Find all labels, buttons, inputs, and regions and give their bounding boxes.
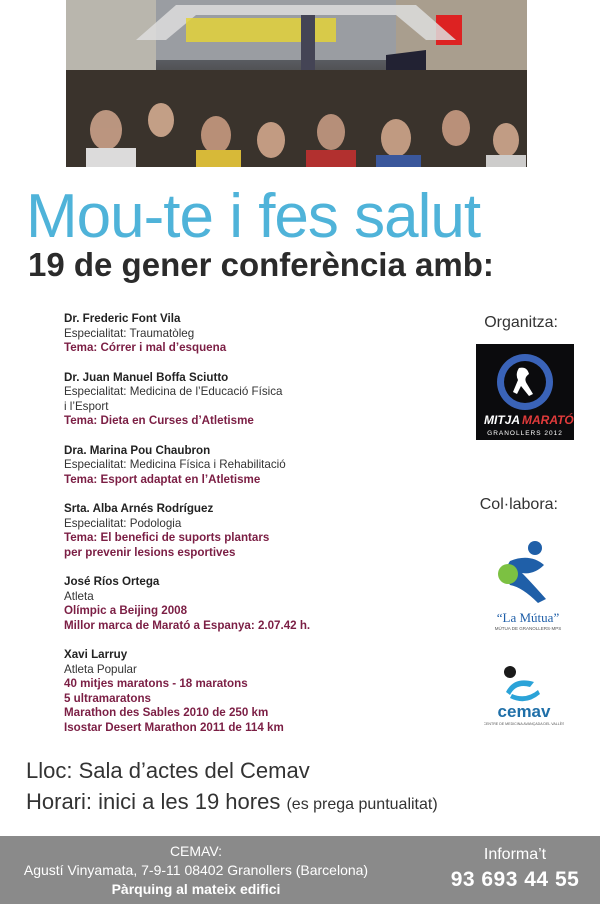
- cemav-tagline: CENTRE DE MEDICINA AVANÇADA DEL VALLÈS: [484, 722, 564, 726]
- collabora-label: Col·labora:: [479, 496, 558, 513]
- speaker-role: Especialitat: Medicina de l’Educació Física: [64, 385, 283, 398]
- la-mutua-emblem: [480, 536, 576, 632]
- speaker-topic: Olímpic a Beijing 2008: [64, 604, 188, 617]
- footer-contact: [0, 842, 392, 899]
- info-phone: 93 693 44 55: [450, 868, 580, 891]
- speaker-name: Srta. Alba Arnés Rodríguez: [64, 502, 214, 515]
- poster-subtitle: 19 de gener conferència amb:: [28, 246, 494, 283]
- mitja-city: GRANOLLERS 2012: [487, 430, 563, 437]
- cemav-logo: [484, 662, 564, 728]
- speaker-role: Atleta: [64, 589, 94, 603]
- marato-word: MARATÓ: [522, 413, 574, 427]
- speaker-topic: 40 mitjes maratons - 18 maratons: [64, 677, 248, 690]
- mutua-name: “La Mútua”: [496, 610, 560, 625]
- footer-info: [430, 846, 600, 892]
- speaker-topic: 5 ultramaratons: [64, 691, 151, 705]
- speaker-item: [64, 502, 464, 560]
- poster-title: Mou-te i fes salut: [26, 182, 481, 251]
- info-label: Informa’t: [483, 846, 547, 863]
- speaker-role: Especialitat: Traumatòleg: [64, 326, 195, 340]
- speaker-role: i l’Esport: [64, 399, 109, 413]
- footer-bar: [0, 836, 600, 904]
- speaker-topic: Tema: Córrer i mal d’esquena: [64, 341, 227, 354]
- speaker-name: José Ríos Ortega: [64, 575, 160, 588]
- speaker-item: [64, 312, 464, 356]
- speaker-name: Xavi Larruy: [64, 648, 128, 661]
- speaker-topic: Tema: Dieta en Curses d’Atletisme: [64, 414, 254, 427]
- venue-location: Lloc: Sala d’actes del Cemav: [26, 758, 310, 783]
- runners-illustration: [66, 0, 527, 167]
- schedule-note: (es prega puntualitat): [286, 796, 438, 813]
- mitja-marato-logo: [476, 344, 574, 440]
- la-mutua-logo: [480, 536, 576, 632]
- speaker-topic: Marathon des Sables 2010 de 250 km: [64, 706, 269, 719]
- header-photo-marathon-runners: [66, 0, 527, 167]
- mitja-word: MITJA: [484, 413, 520, 427]
- speaker-topic: Tema: Esport adaptat en l’Atletisme: [64, 472, 261, 486]
- cemav-emblem: [484, 662, 564, 728]
- speaker-item: [64, 371, 464, 429]
- mutua-tagline: MÚTUA DE GRANOLLERS·MPS: [494, 626, 562, 631]
- speaker-name: Dr. Frederic Font Vila: [64, 312, 181, 325]
- speaker-role: Especialitat: Medicina Física i Rehabilitació: [64, 458, 286, 471]
- organiza-label: Organitza:: [484, 314, 558, 331]
- speaker-topic: Isostar Desert Marathon 2011 de 114 km: [64, 720, 284, 734]
- speaker-list: [64, 312, 464, 750]
- footer-address: Agustí Vinyamata, 7-9-11 08402 Granollers (Barcelona): [23, 862, 369, 878]
- speaker-item: [64, 444, 464, 488]
- footer-org: CEMAV:: [169, 843, 223, 859]
- speaker-topic: Millor marca de Marató a Espanya: 2.07.42 h.: [64, 618, 311, 632]
- mitja-marato-emblem: [476, 344, 574, 440]
- speaker-topic: Tema: El benefici de suports plantars: [64, 531, 270, 544]
- schedule-text: Horari: inici a les 19 hores: [26, 789, 281, 814]
- speaker-name: Dr. Juan Manuel Boffa Sciutto: [64, 370, 229, 384]
- cemav-name: cemav: [497, 702, 551, 721]
- speaker-item: [64, 575, 464, 633]
- venue-schedule: [26, 789, 438, 815]
- speaker-role: Especialitat: Podologia: [64, 516, 182, 530]
- footer-parking: Pàrquing al mateix edifici: [111, 881, 281, 897]
- speaker-name: Dra. Marina Pou Chaubron: [64, 443, 211, 457]
- speaker-item: [64, 648, 464, 735]
- speaker-role: Atleta Popular: [64, 662, 137, 676]
- speaker-topic: per prevenir lesions esportives: [64, 545, 236, 559]
